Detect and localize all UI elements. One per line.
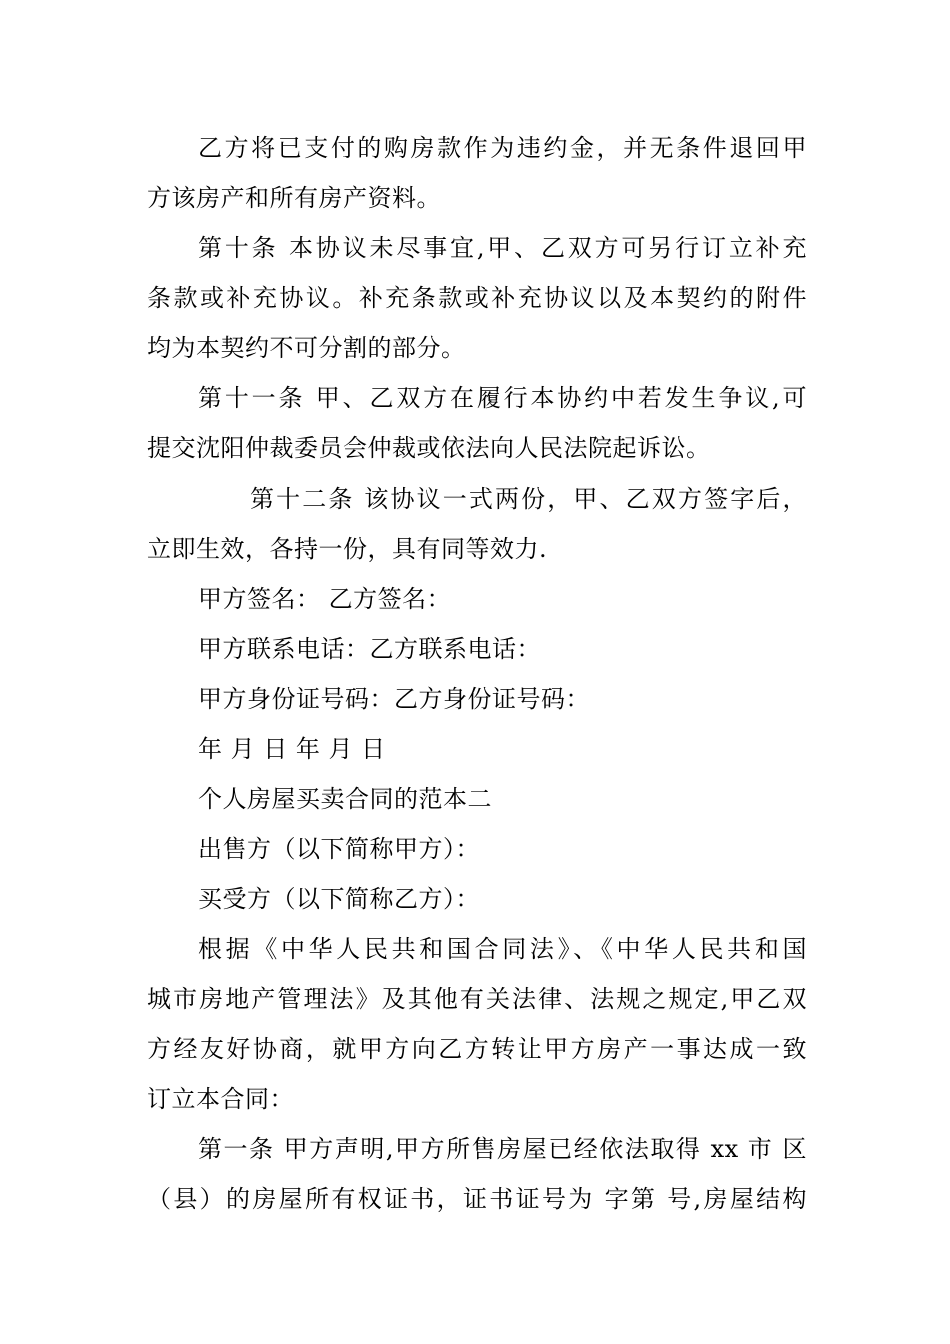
phone-line: 甲方联系电话：乙方联系电话：: [198, 635, 541, 663]
text-line: 第一条 甲方声明,甲方所售房屋已经依法取得 xx 市 区: [198, 1135, 807, 1163]
buyer-line: 买受方（以下简称乙方）：: [198, 885, 480, 913]
text-line: 乙方将已支付的购房款作为违约金，并无条件退回甲: [198, 134, 807, 162]
seller-line: 出售方（以下简称甲方）：: [198, 835, 480, 863]
text-line: 第十一条 甲、乙双方在履行本协约中若发生争议,可: [198, 384, 807, 412]
text-line: 第十二条 该协议一式两份，甲、乙双方签字后，: [250, 485, 807, 513]
text-line: 订立本合同：: [147, 1085, 294, 1113]
id-number-line: 甲方身份证号码：乙方身份证号码：: [198, 685, 590, 713]
text-line: 条款或补充协议。补充条款或补充协议以及本契约的附件: [147, 284, 807, 312]
text-line: 方经友好协商，就甲方向乙方转让甲方房产一事达成一致: [147, 1035, 807, 1063]
date-line: 年 月 日 年 月 日: [198, 735, 386, 763]
text-line: 均为本契约不可分割的部分。: [147, 334, 466, 362]
text-line: 城市房地产管理法》及其他有关法律、法规之规定,甲乙双: [147, 985, 807, 1013]
signature-line: 甲方签名： 乙方签名：: [198, 585, 452, 613]
text-line: 第十条 本协议未尽事宜,甲、乙双方可另行订立补充: [198, 234, 807, 262]
text-line: 方该房产和所有房产资料。: [147, 184, 441, 212]
text-line: 立即生效，各持一份，具有同等效力.: [147, 535, 548, 563]
section-title: 个人房屋买卖合同的范本二: [198, 785, 492, 813]
text-line: 提交沈阳仲裁委员会仲裁或依法向人民法院起诉讼。: [147, 434, 711, 462]
text-line: （县）的房屋所有权证书，证书证号为 字第 号,房屋结构: [147, 1185, 807, 1213]
text-line: 根据《中华人民共和国合同法》、《中华人民共和国: [198, 935, 807, 963]
